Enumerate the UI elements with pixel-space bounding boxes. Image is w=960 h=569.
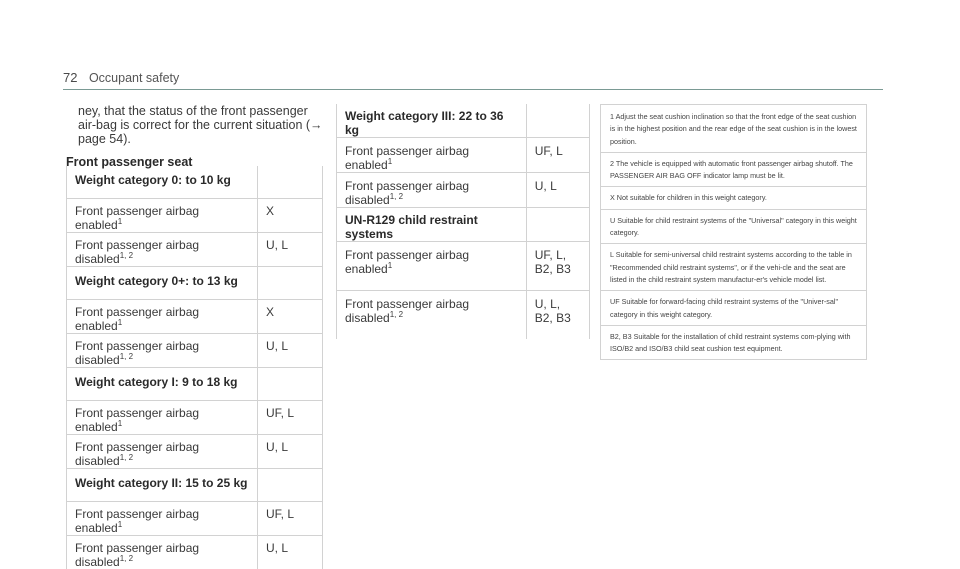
legend-notes — [600, 104, 867, 360]
row-value: U, L — [266, 541, 288, 555]
row-label-cell — [67, 166, 258, 199]
row-value-cell — [258, 267, 323, 300]
section-title: Occupant safety — [89, 71, 179, 85]
row-label: Front passenger airbag enabled — [75, 305, 199, 333]
row-label-cell — [67, 199, 258, 233]
row-label: Front passenger airbag enabled — [75, 406, 199, 434]
row-value-cell — [258, 233, 323, 267]
category-label: UN-R129 child restraint systems — [345, 213, 478, 241]
footnote-ref: 1, 2 — [120, 453, 133, 462]
row-label: Front passenger airbag disabled — [345, 179, 469, 207]
row-value: UF, L, B2, B3 — [535, 248, 571, 276]
category-row — [337, 104, 590, 138]
table-row — [67, 334, 323, 368]
row-label: Front passenger airbag disabled — [345, 297, 469, 325]
row-label: Front passenger airbag disabled — [75, 238, 199, 266]
legend-note: B2, B3 Suitable for the installation of child restraint systems com-plying with ISO/B2 and ISO/B3 child seat cushion test equipment. — [601, 326, 866, 361]
row-label: Front passenger airbag disabled — [75, 440, 199, 468]
footnote-ref: 1 — [118, 520, 122, 529]
category-label: Weight category 0: to 10 kg — [75, 173, 231, 187]
row-value-cell — [258, 334, 323, 368]
row-label-cell — [337, 173, 527, 208]
legend-note: U Suitable for child restraint systems of the "Universal" category in this weight category. — [601, 210, 866, 245]
header-divider — [63, 89, 883, 90]
footnote-ref: 1 — [388, 261, 392, 270]
row-label: Front passenger airbag enabled — [75, 507, 199, 535]
table-row — [67, 536, 323, 569]
row-value: UF, L — [535, 144, 563, 158]
row-value: U, L — [266, 339, 288, 353]
row-value-cell — [526, 104, 589, 138]
row-label-cell — [67, 435, 258, 469]
footnote-ref: 1 — [388, 157, 392, 166]
footnote-ref: 1 — [118, 318, 122, 327]
row-value: X — [266, 204, 274, 218]
row-value: UF, L — [266, 406, 294, 420]
footnote-ref: 1 — [118, 217, 122, 226]
row-label-cell — [67, 368, 258, 401]
table-row — [67, 233, 323, 267]
row-label-cell — [67, 334, 258, 368]
row-label-cell — [67, 267, 258, 300]
row-label-cell — [67, 469, 258, 502]
footnote-ref: 1, 2 — [120, 352, 133, 361]
row-value-cell — [258, 368, 323, 401]
category-row — [67, 469, 323, 502]
category-row — [337, 208, 590, 242]
page-reference-link[interactable]: page 54 — [78, 132, 123, 146]
row-label: Front passenger airbag disabled — [75, 339, 199, 367]
row-value-cell — [258, 199, 323, 233]
row-value-cell — [258, 166, 323, 199]
table-row — [67, 435, 323, 469]
intro-paragraph — [78, 104, 328, 146]
arrow-icon: → — [310, 118, 323, 132]
table-row — [67, 300, 323, 334]
legend-note: 1 Adjust the seat cushion inclination so that the front edge of the seat cushion is in the highest position and the rear edge of the seat cushion is in the lowest position. — [601, 105, 866, 153]
row-label-cell — [67, 300, 258, 334]
category-label: Weight category II: 15 to 25 kg — [75, 476, 248, 490]
table-row — [67, 401, 323, 435]
table-row — [67, 502, 323, 536]
category-row — [67, 368, 323, 401]
page-header — [63, 70, 179, 85]
row-label-cell — [67, 401, 258, 435]
legend-note: X Not suitable for children in this weight category. — [601, 187, 866, 209]
row-value: U, L — [266, 238, 288, 252]
legend-note: L Suitable for semi-universal child restraint systems according to the table in "Recommended child restraint systems", or if the vehi-cle and the seat are listed in the child restraint system manufactur-er's vehicle model list. — [601, 244, 866, 291]
row-value: U, L — [535, 179, 557, 193]
row-label-cell — [67, 536, 258, 569]
row-label-cell — [337, 208, 527, 242]
footnote-ref: 1, 2 — [120, 554, 133, 563]
row-value-cell — [258, 300, 323, 334]
front-seat-title: Front passenger seat — [66, 155, 192, 169]
row-value-cell — [258, 536, 323, 569]
row-label-cell — [337, 138, 527, 173]
row-value-cell — [258, 502, 323, 536]
row-label-cell — [337, 242, 527, 291]
legend-note: 2 The vehicle is equipped with automatic front passenger airbag shutoff. The PASSENGER AIR BAG OFF indicator lamp must be lit. — [601, 153, 866, 188]
category-row — [67, 166, 323, 199]
table-row — [337, 138, 590, 173]
weight-category-table — [336, 104, 590, 339]
intro-text-end: ). — [123, 132, 131, 146]
row-label-cell — [67, 233, 258, 267]
category-row — [67, 267, 323, 300]
row-value-cell — [258, 401, 323, 435]
footnote-ref: 1 — [118, 419, 122, 428]
legend-note: UF Suitable for forward-facing child restraint systems of the "Univer-sal" category in this weight category. — [601, 291, 866, 326]
table-row — [337, 291, 590, 340]
row-label: Front passenger airbag enabled — [345, 248, 469, 276]
table-row — [337, 173, 590, 208]
intro-text: ney, that the status of the front passenger air-bag is correct for the current situation ( — [78, 104, 310, 132]
footnote-ref: 1, 2 — [120, 251, 133, 260]
footnote-ref: 1, 2 — [390, 192, 403, 201]
row-label: Front passenger airbag disabled — [75, 541, 199, 569]
row-label: Front passenger airbag enabled — [75, 204, 199, 232]
row-value: X — [266, 305, 274, 319]
row-label-cell — [337, 291, 527, 340]
row-label-cell — [337, 104, 527, 138]
row-label-cell — [67, 502, 258, 536]
footnote-ref: 1, 2 — [390, 310, 403, 319]
row-value-cell — [258, 435, 323, 469]
front-seat-table — [66, 166, 323, 569]
row-value-cell — [526, 242, 589, 291]
table-row — [67, 199, 323, 233]
row-value-cell — [526, 208, 589, 242]
row-value-cell — [526, 291, 589, 340]
row-value-cell — [258, 469, 323, 502]
row-value-cell — [526, 138, 589, 173]
row-label: Front passenger airbag enabled — [345, 144, 469, 172]
category-label: Weight category III: 22 to 36 kg — [345, 109, 503, 137]
page-number: 72 — [63, 70, 77, 85]
row-value: U, L, B2, B3 — [535, 297, 571, 325]
row-value: U, L — [266, 440, 288, 454]
table-row — [337, 242, 590, 291]
category-label: Weight category I: 9 to 18 kg — [75, 375, 237, 389]
category-label: Weight category 0+: to 13 kg — [75, 274, 238, 288]
row-value-cell — [526, 173, 589, 208]
row-value: UF, L — [266, 507, 294, 521]
